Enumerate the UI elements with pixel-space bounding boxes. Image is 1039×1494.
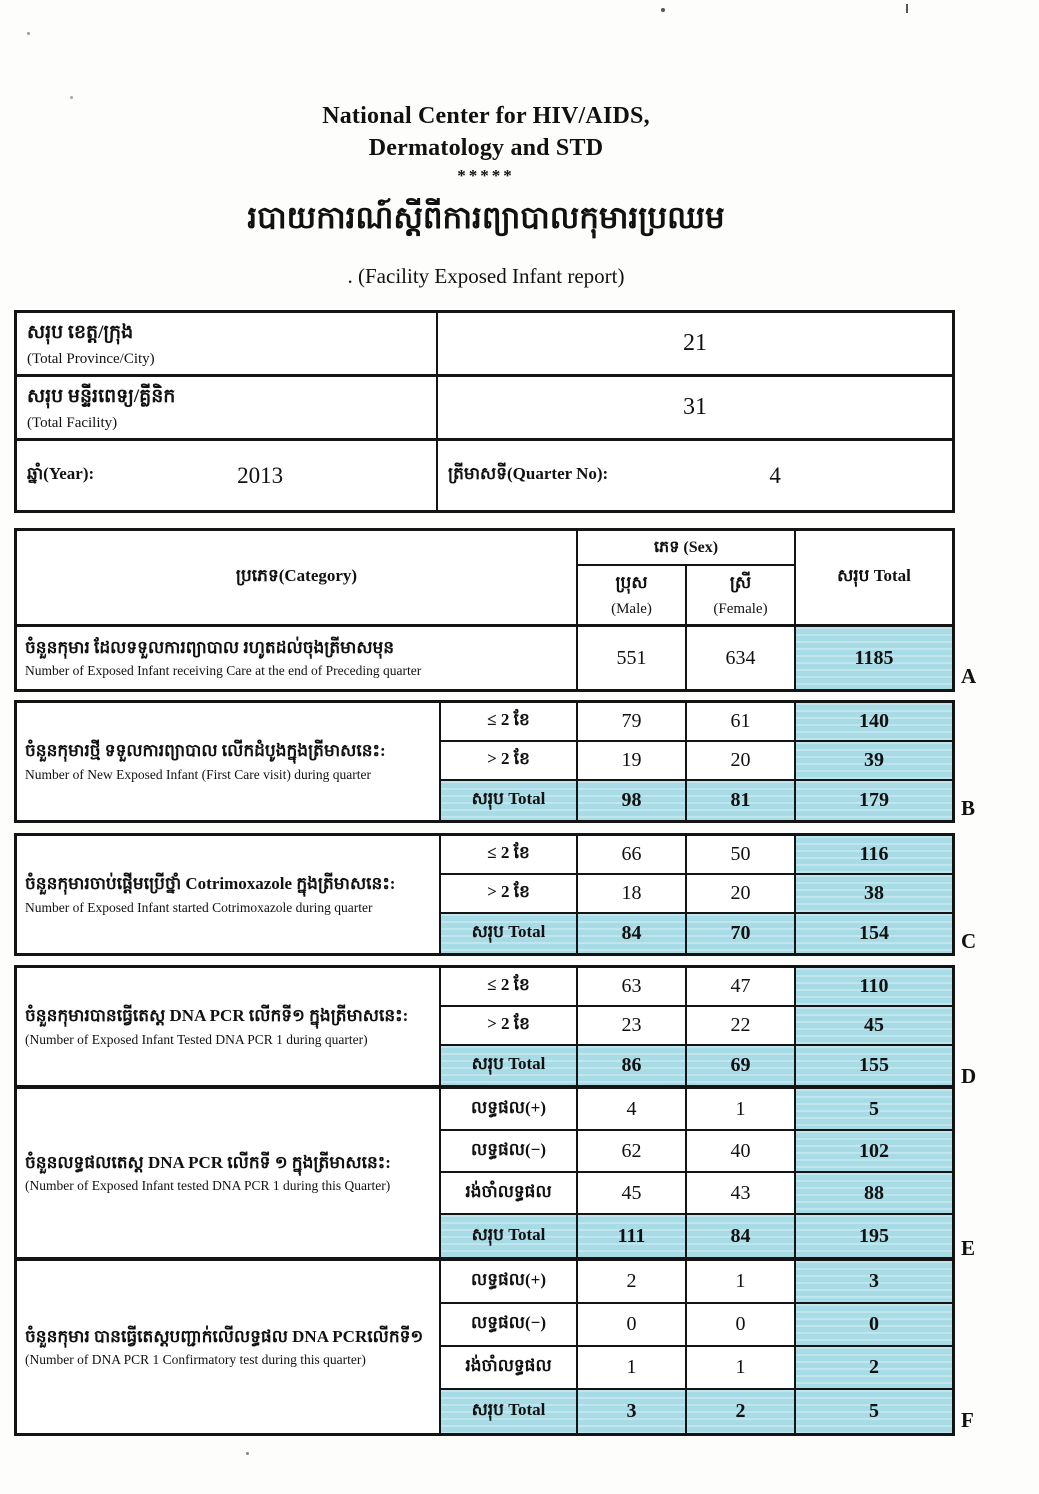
male-value: 3: [578, 1390, 687, 1433]
section-b-category-khmer: ចំនួនកុមារថ្មី ទទួលការព្យាបាល លើកដំបូងក្នុងត្រីមាសនេះ:: [25, 741, 386, 761]
section-d-category-english: (Number of Exposed Infant Tested DNA PCR 1 during quarter): [25, 1031, 368, 1047]
section-marker-b: B: [961, 796, 976, 820]
female-value: 81: [687, 781, 796, 820]
female-value: 40: [687, 1131, 796, 1171]
table-block-def: [14, 965, 955, 1436]
row-label: > 2 ខែ: [441, 1007, 578, 1044]
facility-label-cell: [17, 377, 438, 438]
table-row: [441, 742, 952, 781]
female-value: 22: [687, 1007, 796, 1044]
row-label: ≤ 2 ខែ: [441, 703, 578, 740]
female-value: 69: [687, 1046, 796, 1085]
table-total-row: [441, 1215, 952, 1257]
section-marker-f: F: [961, 1408, 974, 1432]
row-label: រង់ចាំលទ្ធផល: [441, 1173, 578, 1213]
section-c: [17, 836, 952, 953]
total-value: 3: [796, 1261, 952, 1302]
summary-row-facility: [17, 377, 952, 441]
section-marker-e: E: [961, 1236, 976, 1260]
female-value: 1: [687, 1261, 796, 1302]
facility-label-khmer: សរុប មន្ទីរពេទ្យ/គ្លីនិក: [27, 386, 176, 407]
summary-table: [14, 310, 955, 513]
row-label: សរុប Total: [441, 781, 578, 820]
total-value: 140: [796, 703, 952, 740]
male-column-header: [578, 566, 687, 624]
total-value: 195: [796, 1215, 952, 1257]
table-row: [441, 836, 952, 875]
male-female-headers: [578, 566, 794, 624]
row-label: លទ្ធផល(−): [441, 1131, 578, 1171]
section-d: [17, 968, 952, 1085]
summary-row-year-quarter: [17, 441, 952, 510]
male-value: 2: [578, 1261, 687, 1302]
row-label: ≤ 2 ខែ: [441, 836, 578, 873]
table-total-row: [441, 1390, 952, 1433]
male-value: 84: [578, 914, 687, 953]
section-marker-c: C: [961, 929, 977, 953]
section-e-category-cell: [17, 1089, 441, 1257]
female-value: 47: [687, 968, 796, 1005]
row-label: លទ្ធផល(−): [441, 1304, 578, 1345]
table-total-row: [441, 781, 952, 820]
table-row: [441, 1007, 952, 1046]
table-total-row: [441, 1046, 952, 1085]
table-header-row: [17, 531, 952, 627]
male-header-english: (Male): [611, 601, 652, 617]
scan-speck: [661, 8, 665, 12]
section-b-category-english: Number of New Exposed Infant (First Care visit) during quarter: [25, 766, 372, 782]
table-row-section-a: [17, 627, 952, 689]
org-name-line1: National Center for HIV/AIDS,: [322, 103, 650, 129]
total-value: 102: [796, 1131, 952, 1171]
section-a-male-value: 551: [578, 627, 687, 689]
male-value: 98: [578, 781, 687, 820]
document-header: [0, 100, 972, 289]
total-value: 39: [796, 742, 952, 779]
section-f-category-khmer: ចំនួនកុមារ បានធ្វើតេស្តបញ្ជាក់លើលទ្ធផល DNA PCRលើកទី១: [25, 1326, 424, 1346]
section-d-category-khmer: ចំនួនកុមារបានធ្វើតេស្ត DNA PCR លើកទី១ ក្នុងត្រីមាសនេះ:: [25, 1006, 409, 1026]
female-value: 20: [687, 875, 796, 912]
section-a-category-cell: [17, 627, 578, 689]
male-value: 18: [578, 875, 687, 912]
female-value: 50: [687, 836, 796, 873]
quarter-value: 4: [769, 462, 781, 488]
total-value: 116: [796, 836, 952, 873]
table-total-row: [441, 914, 952, 953]
total-value: 155: [796, 1046, 952, 1085]
table-row: [441, 968, 952, 1007]
female-value: 70: [687, 914, 796, 953]
summary-row-province: [17, 313, 952, 377]
table-row: [441, 875, 952, 914]
scan-speck: [906, 4, 908, 13]
table-row: [441, 1131, 952, 1173]
table-row: [441, 1347, 952, 1390]
female-column-header: [687, 566, 794, 624]
section-f-category-cell: [17, 1261, 441, 1433]
section-a-female-value: 634: [687, 627, 796, 689]
section-marker-a: A: [961, 664, 977, 688]
male-value: 45: [578, 1173, 687, 1213]
total-value: 38: [796, 875, 952, 912]
female-header-english: (Female): [713, 601, 768, 617]
row-label: សរុប Total: [441, 1390, 578, 1433]
female-header-khmer: ស្រី: [729, 573, 752, 592]
sex-column-group: [578, 531, 796, 624]
female-value: 1: [687, 1347, 796, 1388]
section-b-category-cell: [17, 703, 441, 820]
sex-header: ភេទ (Sex): [578, 531, 794, 566]
section-a-category-english: Number of Exposed Infant receiving Care at the end of Preceding quarter: [25, 663, 422, 679]
province-label-khmer: សរុប ខេត្ត/ក្រុង: [27, 322, 134, 343]
row-label: សរុប Total: [441, 1215, 578, 1257]
table-block-b: [14, 700, 955, 823]
section-c-category-khmer: ចំនួនកុមារចាប់ផ្តើមប្រើថ្នាំ Cotrimoxazole ក្នុងត្រីមាសនេះ:: [25, 874, 396, 894]
female-value: 2: [687, 1390, 796, 1433]
male-value: 19: [578, 742, 687, 779]
section-f: [17, 1257, 952, 1433]
report-title-khmer: របាយការណ៍ស្តីពីការព្យាបាលកុមារប្រឈម: [247, 199, 725, 235]
male-value: 86: [578, 1046, 687, 1085]
male-value: 0: [578, 1304, 687, 1345]
row-label: ≤ 2 ខែ: [441, 968, 578, 1005]
total-column-header: សរុប Total: [837, 566, 911, 585]
scan-speck: [27, 32, 30, 35]
female-value: 1: [687, 1089, 796, 1129]
table-row: [441, 1304, 952, 1347]
section-e: [17, 1085, 952, 1257]
female-value: 61: [687, 703, 796, 740]
report-subtitle-english: . (Facility Exposed Infant report): [347, 263, 625, 288]
total-value: 5: [796, 1390, 952, 1433]
total-value: 5: [796, 1089, 952, 1129]
section-a-total-value: 1185: [796, 627, 952, 689]
org-name-line2: Dermatology and STD: [368, 135, 604, 162]
total-value: 179: [796, 781, 952, 820]
stars-divider: *****: [457, 165, 515, 185]
section-c-category-cell: [17, 836, 441, 953]
scan-speck: [70, 96, 73, 99]
row-label: > 2 ខែ: [441, 875, 578, 912]
total-value: 45: [796, 1007, 952, 1044]
female-value: 20: [687, 742, 796, 779]
section-marker-d: D: [961, 1064, 977, 1088]
male-value: 111: [578, 1215, 687, 1257]
row-label: > 2 ខែ: [441, 742, 578, 779]
year-label: ឆ្នាំ(Year):: [27, 464, 95, 483]
section-b: [17, 703, 952, 820]
section-d-category-cell: [17, 968, 441, 1085]
male-value: 79: [578, 703, 687, 740]
scan-speck: [246, 1452, 249, 1455]
row-label: លទ្ធផល(+): [441, 1089, 578, 1129]
category-column-header: ប្រភេទ(Category): [17, 531, 578, 624]
table-row: [441, 1173, 952, 1215]
section-c-category-english: Number of Exposed Infant started Cotrimoxazole during quarter: [25, 899, 373, 915]
male-value: 1: [578, 1347, 687, 1388]
total-value: 110: [796, 968, 952, 1005]
year-value: 2013: [237, 462, 284, 488]
female-value: 0: [687, 1304, 796, 1345]
table-row: [441, 1089, 952, 1131]
province-label-english: (Total Province/City): [27, 351, 155, 367]
province-total-value: 21: [683, 330, 707, 356]
row-label: សរុប Total: [441, 1046, 578, 1085]
section-e-category-khmer: ចំនួនលទ្ធផលតេស្ត DNA PCR លើកទី ១ ក្នុងត្រីមាសនេះ:: [25, 1152, 391, 1172]
facility-label-english: (Total Facility): [27, 415, 118, 431]
section-e-category-english: (Number of Exposed Infant tested DNA PCR 1 during this Quarter): [25, 1178, 391, 1194]
section-f-category-english: (Number of DNA PCR 1 Confirmatory test during this quarter): [25, 1352, 366, 1368]
year-cell: [17, 441, 438, 510]
row-label: រង់ចាំលទ្ធផល: [441, 1347, 578, 1388]
male-value: 63: [578, 968, 687, 1005]
quarter-cell: [438, 441, 952, 510]
male-header-khmer: ប្រុស: [615, 573, 648, 592]
total-value: 154: [796, 914, 952, 953]
male-value: 66: [578, 836, 687, 873]
province-label-cell: [17, 313, 438, 374]
table-row: [441, 1261, 952, 1304]
row-label: លទ្ធផល(+): [441, 1261, 578, 1302]
table-block-a: [14, 528, 955, 692]
total-value: 2: [796, 1347, 952, 1388]
facility-total-value: 31: [683, 394, 707, 420]
female-value: 43: [687, 1173, 796, 1213]
quarter-label: ត្រីមាសទី(Quarter No):: [448, 464, 609, 483]
total-value: 88: [796, 1173, 952, 1213]
male-value: 62: [578, 1131, 687, 1171]
male-value: 23: [578, 1007, 687, 1044]
table-row: [441, 703, 952, 742]
section-a-category-khmer: ចំនួនកុមារ ដែលទទួលការព្យាបាល រហូតដល់ចុងត្រីមាសមុន: [25, 637, 395, 657]
male-value: 4: [578, 1089, 687, 1129]
table-block-c: [14, 833, 955, 956]
total-value: 0: [796, 1304, 952, 1345]
female-value: 84: [687, 1215, 796, 1257]
row-label: សរុប Total: [441, 914, 578, 953]
